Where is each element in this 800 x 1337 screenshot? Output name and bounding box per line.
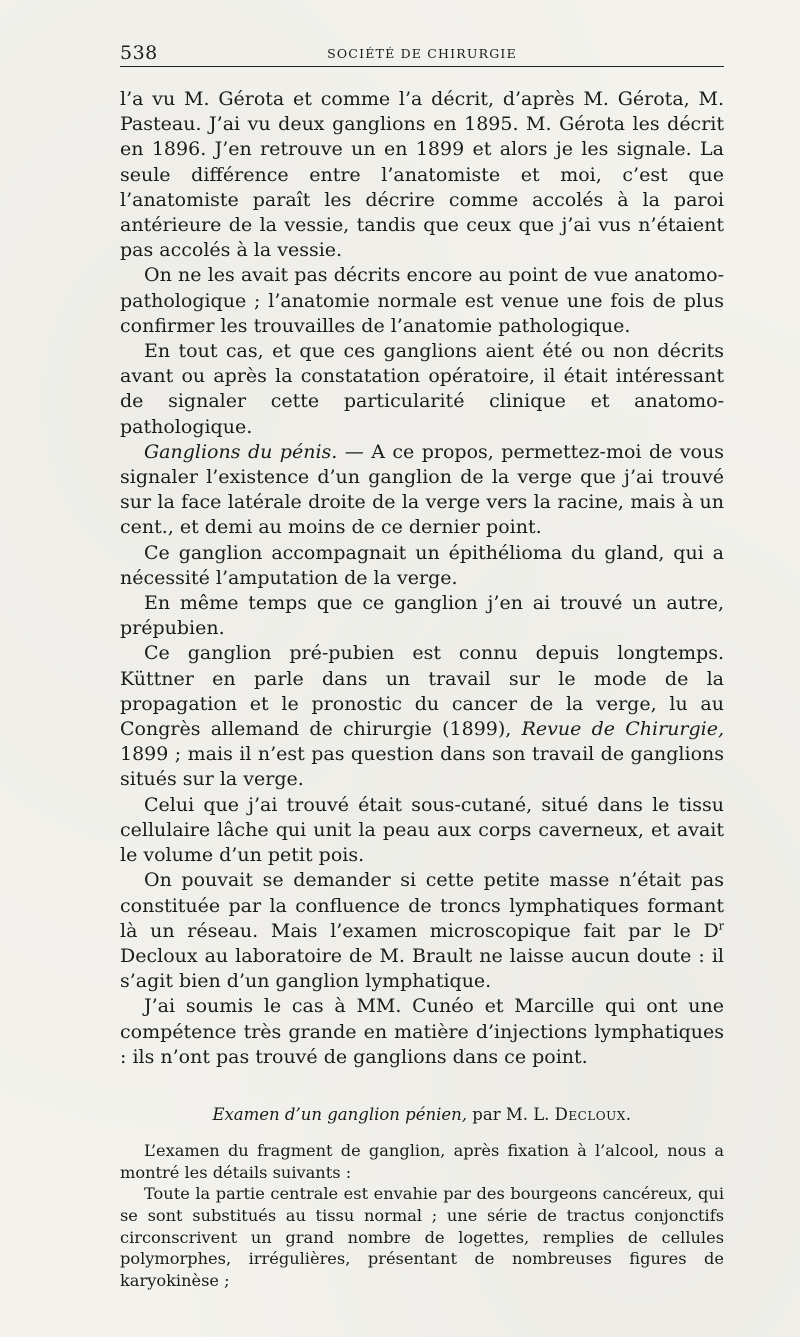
paragraph-8: Celui que j’ai trouvé était sous-cutané, situé dans le tissu cellulaire lâche qui unit la peau aux corps caverneux, et avait le volume d’un petit pois. [120,793,724,867]
paragraph-9-text: On pouvait se demander si cette petite masse n’était pas constituée par la confluence de troncs lymphatiques formant là un réseau. Mais l’examen microscopique fait par le D [120,869,724,942]
paragraph-2: On ne les avait pas décrits encore au point de vue anatomo-pathologique ; l’anatomie normale est venue une fois de plus confirmer les trouvailles de l’anatomie pathologique. [120,264,724,337]
section-author: Decloux. [554,1104,632,1124]
section-heading [120,1103,724,1127]
paragraph-10: J’ai soumis le cas à MM. Cunéo et Marcille qui ont une compétence très grande en matière d’injections lymphatiques : ils n’ont pas trouvé de ganglions dans ce point. [120,995,724,1068]
main-text [120,87,724,1070]
report-text [120,1140,724,1292]
paragraph-4-text: — A ce propos, permettez-moi de vous signaler l’existence d’un ganglion de la verge que j’ai trouvé sur la face latérale droite de la verge vers la racine, mais à un cent., et demi au moins de ce dernier point. [120,440,724,539]
doctor-superscript: r [718,919,724,933]
paragraph-7 [120,641,724,792]
paragraph-4 [120,440,724,541]
section-title: Examen d’un ganglion pénien, [212,1104,468,1124]
paragraph-3: En tout cas, et que ces ganglions aient été ou non décrits avant ou après la constatation opératoire, il était intéressant de signaler cette particularité clinique et anatomo-pathologique. [120,340,724,438]
running-header [120,38,724,67]
paragraph-7-text-2: 1899 ; mais il n’est pas question dans son travail de ganglions situés sur la verge. [120,743,724,791]
paragraph-9-text-2: Decloux au laboratoire de M. Brault ne laisse aucun doute : il s’agit bien d’un ganglion lymphatique. [120,944,724,993]
section-byline: par M. L. [467,1104,555,1124]
report-paragraph-1: L’examen du fragment de ganglion, après fixation à l’alcool, nous a montré les détails suivants : [120,1140,724,1182]
page-number: 538 [120,42,158,64]
running-title: SOCIÉTÉ DE CHIRURGIE [327,46,517,61]
paragraph-6: En même temps que ce ganglion j’en ai trouvé un autre, prépubien. [120,592,724,640]
paragraph-5: Ce ganglion accompagnait un épithélioma du gland, qui a nécessité l’amputation de la verge. [120,541,724,589]
report-paragraph-2: Toute la partie centrale est envahie par des bourgeons cancéreux, qui se sont substitués au tissu normal ; une série de tractus conjonctifs circonscrivent un grand nombre de logettes, remplies de cellules polymorphes, irrégulières, présentant de nombreuses figures de karyokinèse ; [120,1184,724,1291]
paragraph-1: l’a vu M. Gérota et comme l’a décrit, d’après M. Gérota, M. Pasteau. J’ai vu deux ganglions en 1895. M. Gérota les décrit en 1896. J’en retrouve un en 1899 et alors je les signale. La seule différence entre l’anatomiste et moi, c’est que l’anatomiste paraît les décrire comme accolés à la paroi antérieure de la vessie, tandis que ceux que j’ai vus n’étaient pas accolés à la vessie. [120,88,724,262]
paragraph-7-text: Ce ganglion pré-pubien est connu depuis longtemps. Küttner en parle dans un travail sur le mode de la propagation et le pronostic du cancer de la verge, lu au Congrès allemand de chirurgie (1899), [120,642,724,741]
paragraph-9 [120,868,724,994]
subsection-title: Ganglions du pénis. [144,440,338,463]
journal-title: Revue de Chirurgie, [521,718,725,741]
